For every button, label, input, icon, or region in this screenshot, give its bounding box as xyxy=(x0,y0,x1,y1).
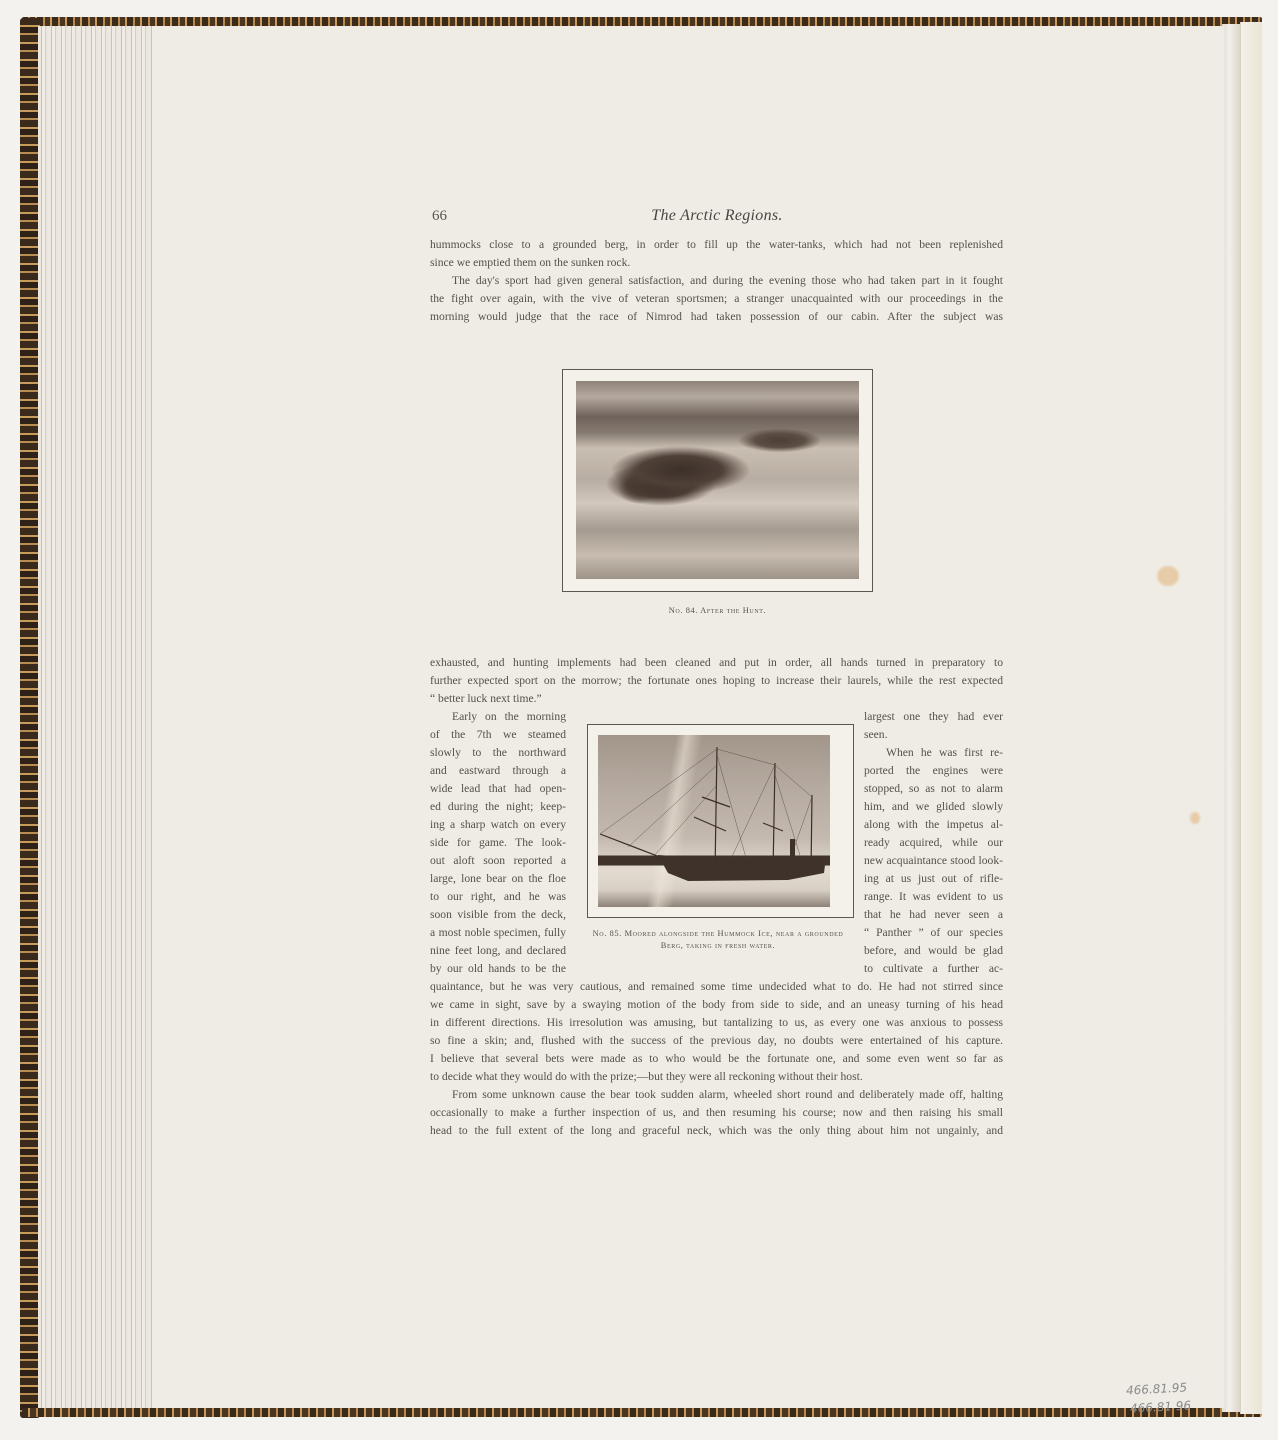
text-line: From some unknown cause the bear took sudden alarm, wheeled short round and deliberately made off, halting xyxy=(452,1088,1003,1101)
text-line: a most noble specimen, fully xyxy=(430,926,566,939)
pencil-note: 466.81.96 xyxy=(1129,1398,1192,1416)
text-line: wide lead that had open- xyxy=(430,782,566,795)
text-line: ing at us just out of rifle- xyxy=(864,872,1003,885)
foxing-stain xyxy=(1157,566,1179,586)
text-line: ing a sharp watch on every xyxy=(430,818,566,831)
text-line: along with the impetus al- xyxy=(864,818,1003,831)
text-line: in different directions. His irresolution was amusing, but tantalizing to us, as every one was anxious to possess xyxy=(430,1016,1003,1029)
text-line: by our old hands to be the xyxy=(430,962,566,975)
text-line: and eastward through a xyxy=(430,764,566,777)
text-line: seen. xyxy=(864,728,888,741)
text-line: soon visible from the deck, xyxy=(430,908,566,921)
text-line: slowly to the northward xyxy=(430,746,566,759)
text-line: occasionally to make a further inspection of us, and then resuming his course; now and then raising his small xyxy=(430,1106,1003,1119)
running-head xyxy=(432,208,1002,228)
plate-84-caption: No. 84. After the Hunt. xyxy=(668,606,767,615)
text-line: The day's sport had given general satisfaction, and during the evening those who had taken part in it fought xyxy=(452,274,1003,287)
photo-after-the-hunt xyxy=(576,381,859,579)
text-line: exhausted, and hunting implements had been cleaned and put in order, all hands turned in preparatory to xyxy=(430,656,1003,669)
text-line: stopped, so as not to alarm xyxy=(864,782,1003,795)
right-page-edge xyxy=(1222,24,1240,1412)
column-right xyxy=(864,708,1003,978)
text-line: before, and would be glad xyxy=(864,944,1003,957)
paragraph-mid xyxy=(430,654,1003,708)
paragraph-top xyxy=(430,236,1003,326)
book-page xyxy=(152,26,1224,1408)
text-line: out aloft soon reported a xyxy=(430,854,566,867)
text-line: to decide what they would do with the prize;—but they were all reckoning without their host. xyxy=(430,1070,863,1083)
text-line: I believe that several bets were made as to who would be the fortunate one, and some even went so far as xyxy=(430,1052,1003,1065)
text-line: When he was first re- xyxy=(886,746,1003,759)
book-cover-bottom-edge xyxy=(22,1408,1262,1417)
running-title: The Arctic Regions. xyxy=(651,207,783,224)
text-line: since we emptied them on the sunken rock. xyxy=(430,256,631,269)
text-line: hummocks close to a grounded berg, in order to fill up the water-tanks, which had not been replenished xyxy=(430,238,1003,251)
text-line: ported the engines were xyxy=(864,764,1003,777)
text-line: to cultivate a further ac- xyxy=(864,962,1003,975)
paragraph-bottom xyxy=(430,978,1003,1140)
text-line: ready acquired, while our xyxy=(864,836,1003,849)
plate-85-caption-line-2: Berg, taking in fresh water. xyxy=(660,941,776,950)
column-left xyxy=(430,708,566,978)
text-line: we came in sight, save by a swaying motion of the body from side to side, and an uneasy turning of his head xyxy=(430,998,1003,1011)
pencil-note: 466.81.95 xyxy=(1125,1380,1188,1398)
text-line: head to the full extent of the long and graceful neck, which was the only thing about him not ungainly, and xyxy=(430,1124,1003,1137)
ship-silhouette-icon xyxy=(598,735,830,907)
text-line: the fight over again, with the vive of veteran sportsmen; a stranger unacquainted with our proceedings in the xyxy=(430,292,1003,305)
text-line: nine feet long, and declared xyxy=(430,944,566,957)
plate-85-frame xyxy=(587,724,854,918)
photo-ship-moored xyxy=(598,735,830,907)
foxing-stain xyxy=(1190,812,1200,824)
text-line: so fine a skin; and, flushed with the success of the previous day, no doubts were entertained of his capture. xyxy=(430,1034,1003,1047)
plate-84-frame xyxy=(562,369,873,592)
text-line: new acquaintance stood look- xyxy=(864,854,1003,867)
text-line: side for game. The look- xyxy=(430,836,566,849)
text-line: range. It was evident to us xyxy=(864,890,1003,903)
text-line: to our right, and he was xyxy=(430,890,566,903)
text-line: “ better luck next time.” xyxy=(430,692,542,705)
text-line: him, and we glided slowly xyxy=(864,800,1003,813)
text-line: large, lone bear on the floe xyxy=(430,872,566,885)
text-line: ed during the night; keep- xyxy=(430,800,566,813)
text-line: morning would judge that the race of Nimrod had taken possession of our cabin. After the subject was xyxy=(430,310,1003,323)
text-line: largest one they had ever xyxy=(864,710,1003,723)
book-cover-top-edge xyxy=(22,17,1262,26)
page-stack-edges xyxy=(38,26,153,1408)
text-line: that he had never seen a xyxy=(864,908,1003,921)
right-flyleaf-edge xyxy=(1240,22,1262,1414)
plate-85-caption xyxy=(592,928,844,952)
text-line: further expected sport on the morrow; the fortunate ones hoping to increase their laurels, while the rest expected xyxy=(430,674,1003,687)
text-line: Early on the morning xyxy=(452,710,566,723)
book-cover-spine-edge xyxy=(20,18,40,1418)
text-line: quaintance, but he was very cautious, and remained some time undecided what to do. He had not stirred since xyxy=(430,980,1003,993)
page-number: 66 xyxy=(432,208,447,224)
plate-85-caption-line-1: No. 85. Moored alongside the Hummock Ice, near a grounded xyxy=(592,929,844,938)
text-line: “ Panther ” of our species xyxy=(864,926,1003,939)
text-line: of the 7th we steamed xyxy=(430,728,566,741)
